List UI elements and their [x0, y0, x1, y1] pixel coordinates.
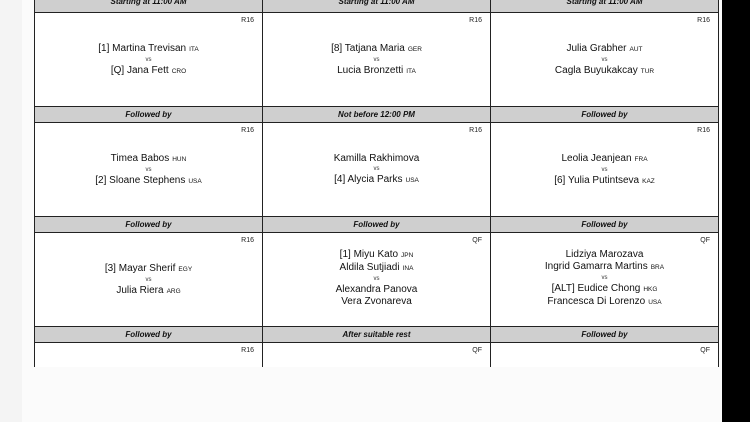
match-cell [263, 123, 491, 216]
player-label: Aldila Sutjiadi [339, 262, 400, 273]
nationality-code: GER [407, 46, 422, 53]
nationality-code: JPN [401, 252, 414, 259]
player-name [491, 249, 718, 261]
nationality-code: AUT [629, 46, 643, 53]
player-seed: [6] [554, 175, 566, 186]
player-name [491, 261, 718, 274]
session-header: Not before 12:00 PM [263, 106, 491, 123]
round-label: R16 [469, 17, 482, 24]
session-header: After suitable rest [263, 326, 491, 343]
player-name [35, 175, 262, 188]
player-seed: [3] [104, 263, 116, 274]
player-name [263, 249, 490, 262]
session-header: Followed by [491, 326, 719, 343]
session-header: Followed by [35, 326, 263, 343]
versus-label: vs [145, 167, 152, 173]
nationality-code: KAZ [642, 178, 655, 185]
round-label: R16 [697, 17, 710, 24]
player-label: Sloane Stephens [109, 175, 186, 186]
match-cell [491, 343, 719, 367]
versus-label: vs [373, 57, 380, 63]
player-name [263, 296, 490, 308]
player-seed: [8] [331, 43, 343, 54]
player-label: Julia Grabher [566, 43, 627, 54]
nationality-code: ARG [166, 288, 181, 295]
player-label: Julia Riera [116, 285, 164, 296]
match-cell [263, 13, 491, 106]
round-label: QF [472, 237, 482, 244]
match-cell [35, 233, 263, 326]
player-name [35, 43, 262, 56]
player-seed: [1] [339, 249, 351, 260]
round-label: R16 [469, 127, 482, 134]
player-label: Cagla Buyukakcay [554, 65, 638, 76]
match-cell [35, 123, 263, 216]
player-name [491, 175, 718, 188]
nationality-code: BRA [650, 264, 665, 271]
match-players [263, 249, 490, 308]
session-header: Followed by [35, 216, 263, 233]
versus-label: vs [601, 167, 608, 173]
player-name [263, 174, 490, 187]
round-label: R16 [241, 347, 254, 354]
match-players [263, 153, 490, 187]
player-seed: [1] [98, 43, 110, 54]
nationality-code: USA [648, 299, 662, 306]
match-cell [263, 233, 491, 326]
session-header: Followed by [263, 216, 491, 233]
player-label: Alexandra Panova [335, 284, 418, 295]
versus-label: vs [373, 276, 380, 282]
player-name [35, 285, 262, 298]
match-players [35, 263, 262, 298]
match-players [35, 153, 262, 188]
nationality-code: TUR [640, 68, 655, 75]
screen-edge [722, 0, 750, 422]
round-label: R16 [241, 237, 254, 244]
match-players [491, 43, 718, 78]
match-players [491, 249, 718, 309]
round-label: QF [472, 347, 482, 354]
nationality-code: CRO [171, 68, 187, 75]
round-label: R16 [241, 127, 254, 134]
player-name [35, 263, 262, 276]
nationality-code: ITA [189, 46, 199, 53]
player-name [491, 283, 718, 296]
match-players [491, 153, 718, 188]
versus-label: vs [601, 57, 608, 63]
match-cell [491, 123, 719, 216]
player-name [263, 65, 490, 78]
round-label: QF [700, 347, 710, 354]
match-cell [263, 343, 491, 367]
match-players [35, 43, 262, 78]
player-label: Yulia Putintseva [567, 175, 640, 186]
nationality-code: INA [402, 265, 414, 272]
session-header: Starting at 11:00 AM [263, 0, 491, 13]
match-cell [491, 233, 719, 326]
player-name [263, 284, 490, 296]
player-name [263, 262, 490, 275]
player-label: Tatjana Maria [344, 43, 405, 54]
player-label: Leolia Jeanjean [561, 153, 632, 164]
player-name [491, 296, 718, 309]
match-cell [491, 13, 719, 106]
player-name [263, 43, 490, 56]
versus-label: vs [601, 275, 608, 281]
player-label: Martina Trevisan [112, 43, 187, 54]
nationality-code: HUN [172, 156, 187, 163]
player-label: Lidziya Marozava [565, 249, 644, 260]
player-seed: [4] [334, 174, 346, 185]
match-players [263, 43, 490, 78]
nationality-code: HKG [643, 286, 658, 293]
round-label: QF [700, 237, 710, 244]
player-name [35, 65, 262, 78]
round-label: R16 [241, 17, 254, 24]
nationality-code: USA [405, 177, 419, 184]
player-label: Kamilla Rakhimova [333, 153, 420, 164]
player-name [491, 65, 718, 78]
player-label: Jana Fett [126, 65, 169, 76]
nationality-code: FRA [634, 156, 648, 163]
round-label: R16 [697, 127, 710, 134]
schedule-grid [34, 0, 719, 367]
player-label: Vera Zvonareva [341, 296, 412, 307]
session-header: Starting at 11:00 AM [491, 0, 719, 13]
session-header: Starting at 11:00 AM [35, 0, 263, 13]
player-name [35, 153, 262, 166]
nationality-code: ITA [406, 68, 416, 75]
match-cell [35, 343, 263, 367]
nationality-code: USA [188, 178, 202, 185]
versus-label: vs [145, 277, 152, 283]
player-label: Eudice Chong [577, 283, 641, 294]
player-seed: [ALT] [551, 283, 575, 294]
player-name [263, 153, 490, 165]
player-seed: [Q] [110, 65, 125, 76]
player-label: Mayar Sherif [118, 263, 176, 274]
match-cell [35, 13, 263, 106]
player-label: Francesca Di Lorenzo [547, 296, 646, 307]
player-name [491, 43, 718, 56]
player-label: Ingrid Gamarra Martins [544, 261, 648, 272]
session-header: Followed by [35, 106, 263, 123]
nationality-code: EGY [178, 266, 193, 273]
player-label: Lucia Bronzetti [337, 65, 404, 76]
player-name [491, 153, 718, 166]
page-margin [0, 0, 22, 422]
versus-label: vs [373, 166, 380, 172]
player-label: Miyu Kato [353, 249, 399, 260]
versus-label: vs [145, 57, 152, 63]
player-seed: [2] [95, 175, 107, 186]
player-label: Alycia Parks [347, 174, 403, 185]
player-label: Timea Babos [110, 153, 170, 164]
session-header: Followed by [491, 106, 719, 123]
session-header: Followed by [491, 216, 719, 233]
